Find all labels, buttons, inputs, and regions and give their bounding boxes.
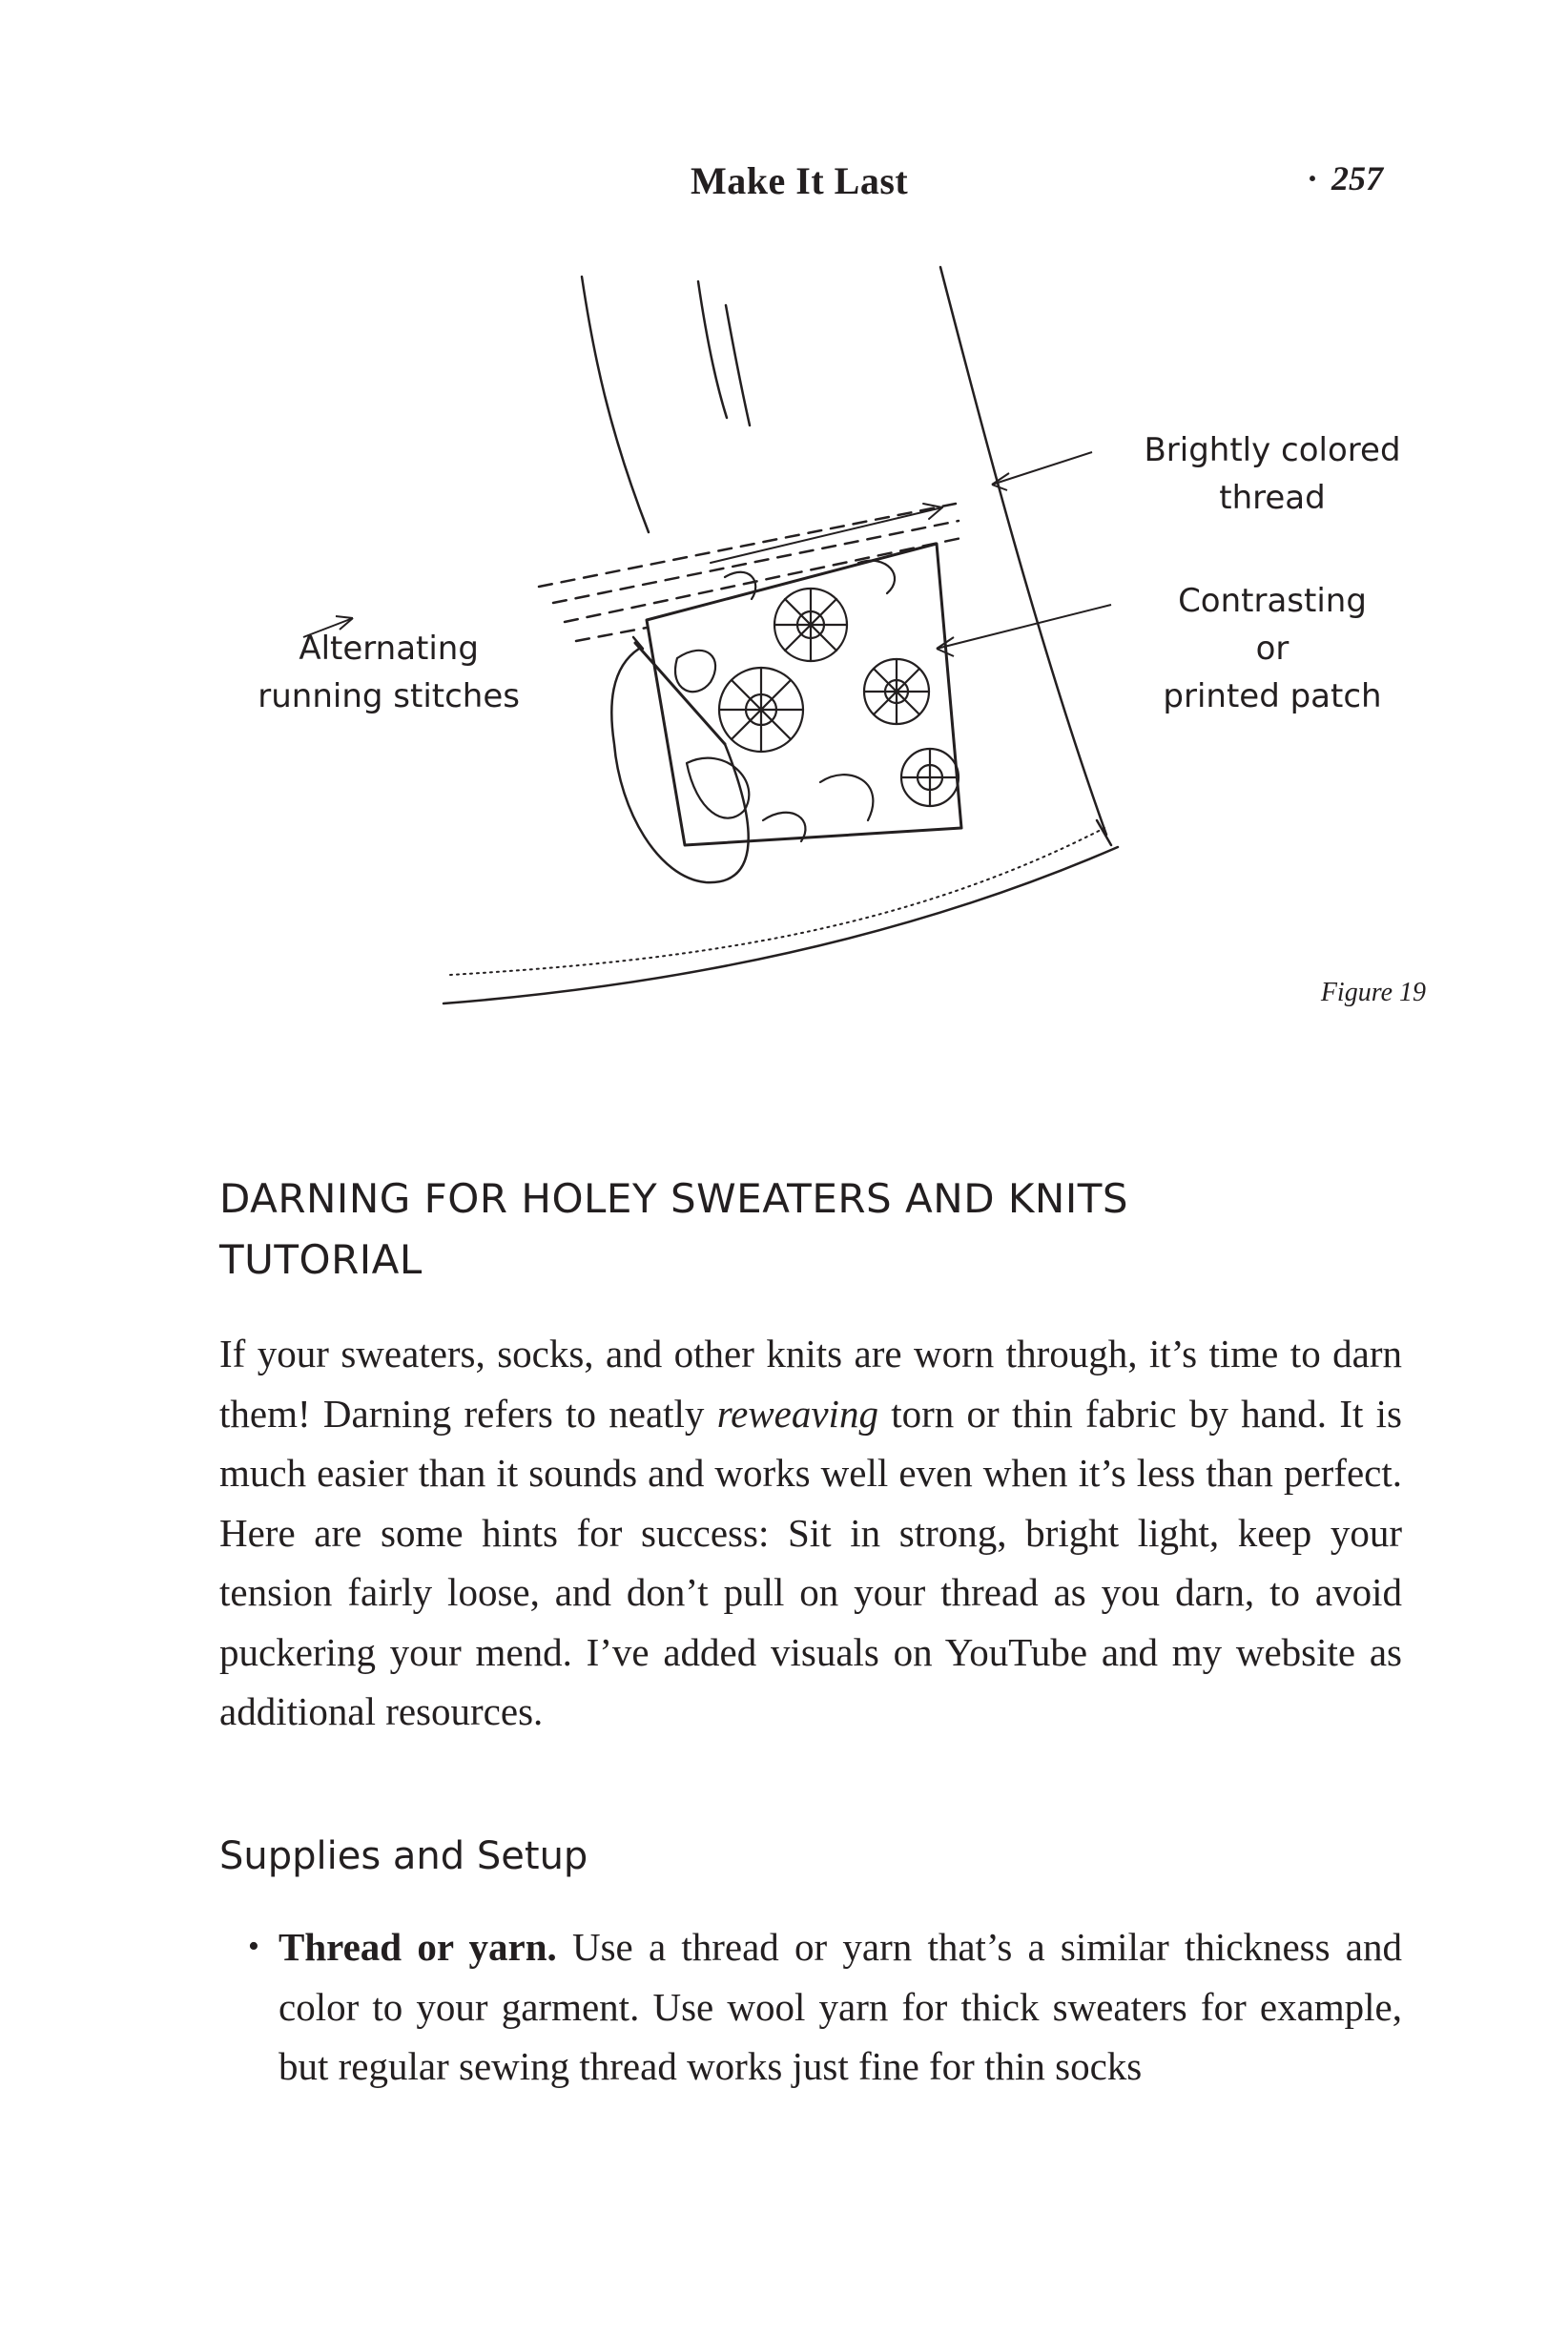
intro-paragraph	[219, 1324, 1402, 1742]
item-text: Use a thread or yarn that’s a similar thickness and color to your garment. Use wool yarn for thick sweaters for example, but regular sewing thread works just fine for thin socks	[279, 1925, 1402, 2088]
page-number-value: 257	[1331, 159, 1384, 197]
section-heading	[219, 1168, 1402, 1291]
label-line: thread	[1219, 479, 1326, 517]
bright-thread-leader	[992, 452, 1092, 485]
label-line: Alternating	[299, 630, 479, 668]
supplies-heading: Supplies and Setup	[219, 1834, 588, 1878]
book-title: Make It Last	[691, 159, 909, 202]
label-brightly-colored-thread	[1101, 426, 1444, 522]
label-line: running stitches	[258, 677, 520, 715]
figure-caption: Figure 19	[1320, 978, 1426, 1007]
intro-emphasis: reweaving	[716, 1391, 878, 1436]
label-line: Contrasting	[1178, 582, 1367, 620]
label-alternating-running-stitches	[258, 625, 520, 720]
label-line: Brightly colored	[1144, 431, 1401, 469]
running-head	[0, 158, 1568, 206]
intro-text: torn or thin fabric by hand. It is much easier than it sounds and works well even when it’s less than perfect. Here are some hints for success: Sit in strong, bright light, keep your tension fairly loose, and don’t pull on your thread as you darn, to avoid puckering your mend. I’ve added visuals on YouTube and my website as additional resources.	[219, 1391, 1402, 1733]
supplies-list	[219, 1917, 1402, 2097]
item-term: Thread or yarn.	[279, 1925, 557, 1969]
contrast-patch-leader	[937, 605, 1111, 649]
bullet-icon: •	[248, 1929, 259, 1964]
list-item	[219, 1917, 1402, 2097]
heading-line: TUTORIAL	[219, 1236, 423, 1283]
label-contrasting-patch	[1101, 577, 1444, 720]
page-number	[1307, 158, 1383, 198]
header-separator: ·	[1307, 159, 1319, 197]
label-line: or	[1255, 630, 1289, 668]
label-line: printed patch	[1163, 677, 1382, 715]
heading-line: DARNING FOR HOLEY SWEATERS AND KNITS	[219, 1175, 1129, 1222]
figure-19	[229, 248, 1426, 1030]
intro-text: If your sweaters, socks, and other knits are worn through, it’s time to darn them! Darning refers to neatly	[219, 1332, 1402, 1436]
